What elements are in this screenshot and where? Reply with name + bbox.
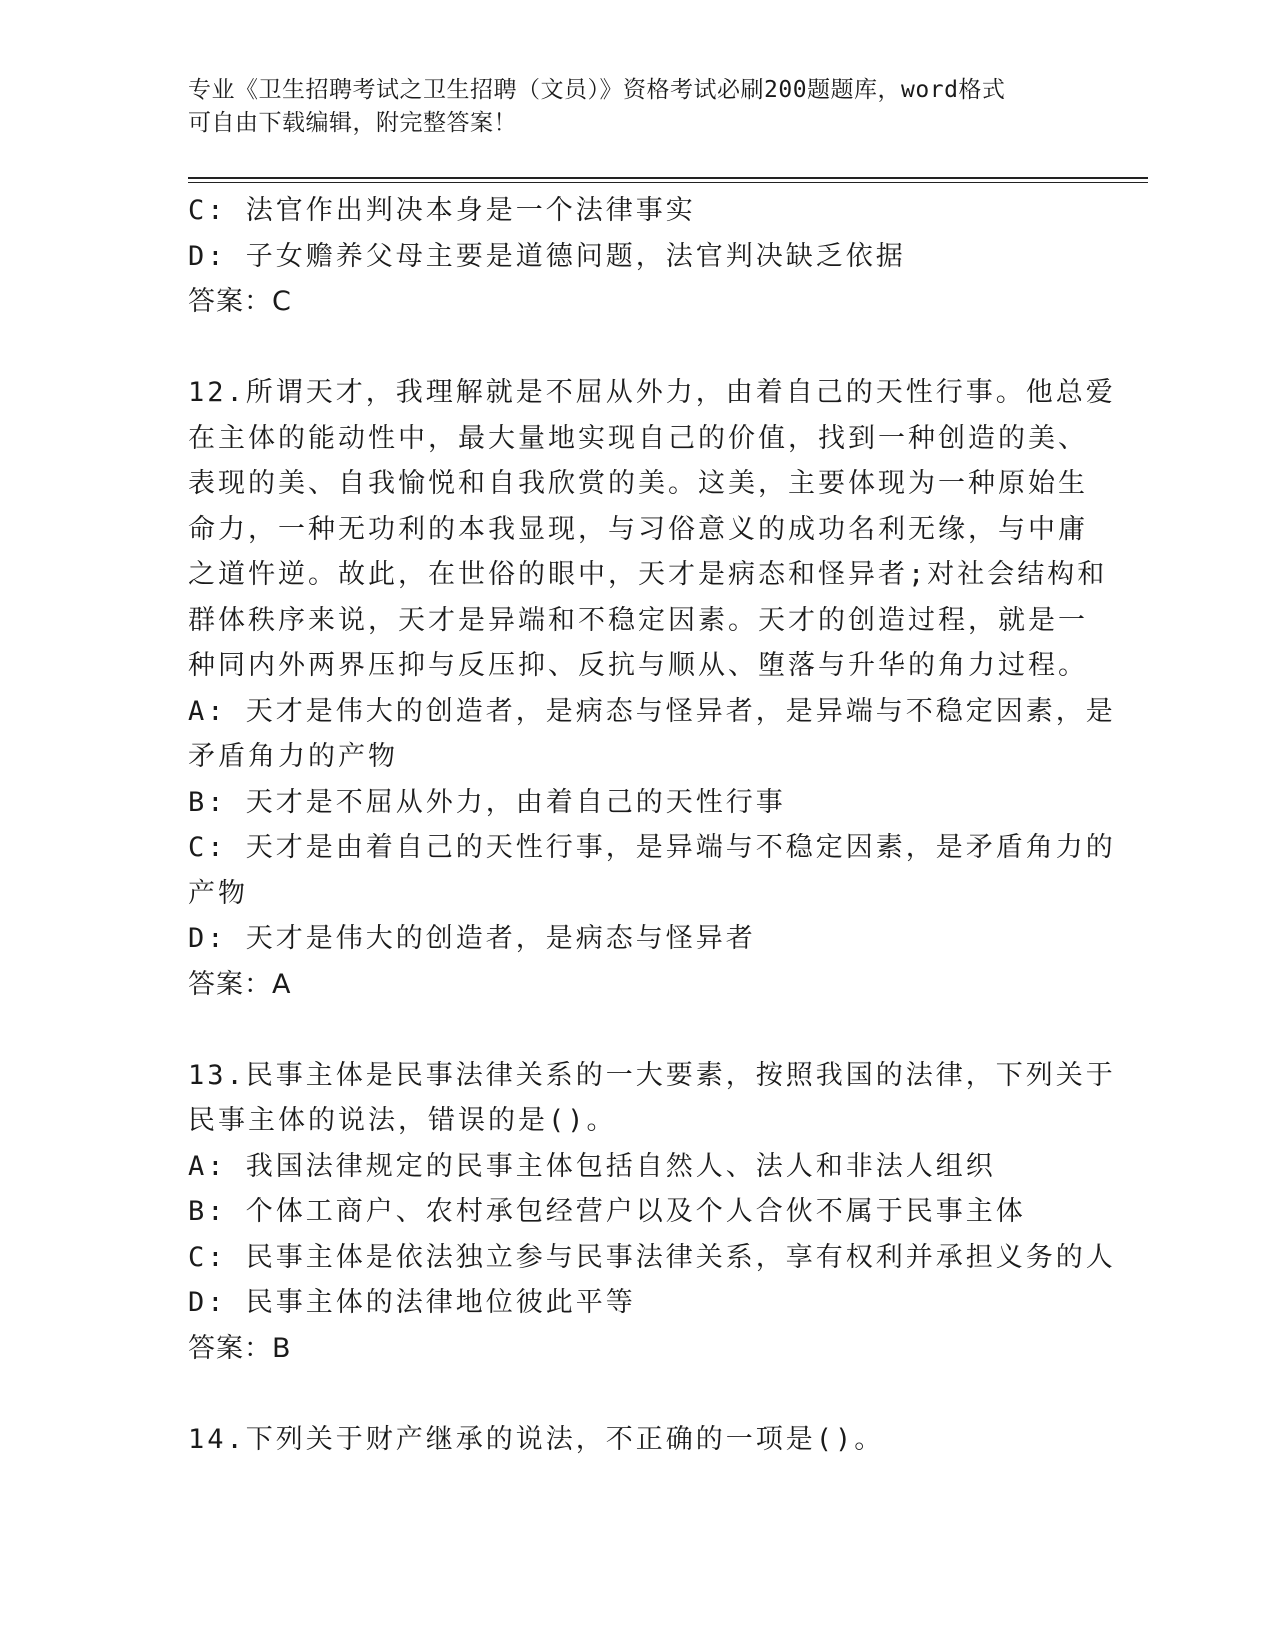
answer: 答案：A [188, 968, 292, 1000]
option-d: D: 民事主体的法律地位彼此平等 [188, 1287, 636, 1318]
option-c-cont: 产物 [188, 877, 248, 909]
question-stem-line: 在主体的能动性中，最大量地实现自己的价值，找到一种创造的美、 [188, 422, 1088, 454]
option-d: D: 天才是伟大的创造者，是病态与怪异者 [188, 923, 756, 954]
question-stem-line: 命力，一种无功利的本我显现，与习俗意义的成功名利无缘，与中庸 [188, 513, 1088, 545]
question-stem-line: 民事主体的说法，错误的是()。 [188, 1105, 617, 1136]
question-11-tail [188, 188, 1068, 325]
question-14 [188, 1417, 1068, 1463]
question-12 [188, 370, 1116, 1007]
question-stem-line: 13.民事主体是民事法律关系的一大要素，按照我国的法律，下列关于 [188, 1059, 1116, 1091]
option-c: C: 民事主体是依法独立参与民事法律关系，享有权利并承担义务的人 [188, 1241, 1116, 1273]
option-b: B: 个体工商户、农村承包经营户以及个人合伙不属于民事主体 [188, 1196, 1026, 1227]
question-stem-line: 12.所谓天才，我理解就是不屈从外力，由着自己的天性行事。他总爱 [188, 377, 1116, 408]
header-line-2: 可自由下载编辑，附完整答案！ [188, 110, 517, 136]
option-a: A: 我国法律规定的民事主体包括自然人、法人和非法人组织 [188, 1150, 996, 1182]
page-header [188, 74, 1088, 140]
option-c: C: 天才是由着自己的天性行事，是异端与不稳定因素，是矛盾角力的 [188, 832, 1116, 863]
question-stem-line: 种同内外两界压抑与反压抑、反抗与顺从、堕落与升华的角力过程。 [188, 650, 1088, 681]
header-line-1: 专业《卫生招聘考试之卫生招聘（文员）》资格考试必刷200题题库，word格式 [188, 77, 1006, 103]
option-a: A: 天才是伟大的创造者，是病态与怪异者，是异端与不稳定因素，是 [188, 695, 1116, 727]
question-stem-line: 群体秩序来说，天才是异端和不稳定因素。天才的创造过程，就是一 [188, 604, 1088, 636]
header-rule-thick [188, 177, 1148, 179]
question-13 [188, 1053, 1116, 1372]
answer: 答案：B [188, 1332, 292, 1364]
question-stem-line: 之道忤逆。故此，在世俗的眼中，天才是病态和怪异者;对社会结构和 [188, 559, 1108, 590]
option-c: C: 法官作出判决本身是一个法律事实 [188, 195, 696, 226]
option-d: D: 子女赡养父母主要是道德问题，法官判决缺乏依据 [188, 240, 906, 272]
option-a-cont: 矛盾角力的产物 [188, 741, 398, 772]
option-b: B: 天才是不屈从外力，由着自己的天性行事 [188, 786, 786, 818]
question-stem-line: 表现的美、自我愉悦和自我欣赏的美。这美，主要体现为一种原始生 [188, 468, 1088, 499]
question-stem-line: 14.下列关于财产继承的说法，不正确的一项是()。 [188, 1423, 885, 1455]
question-content [188, 188, 1116, 1462]
header-rule-thin [188, 182, 1148, 183]
answer: 答案：C [188, 286, 292, 317]
